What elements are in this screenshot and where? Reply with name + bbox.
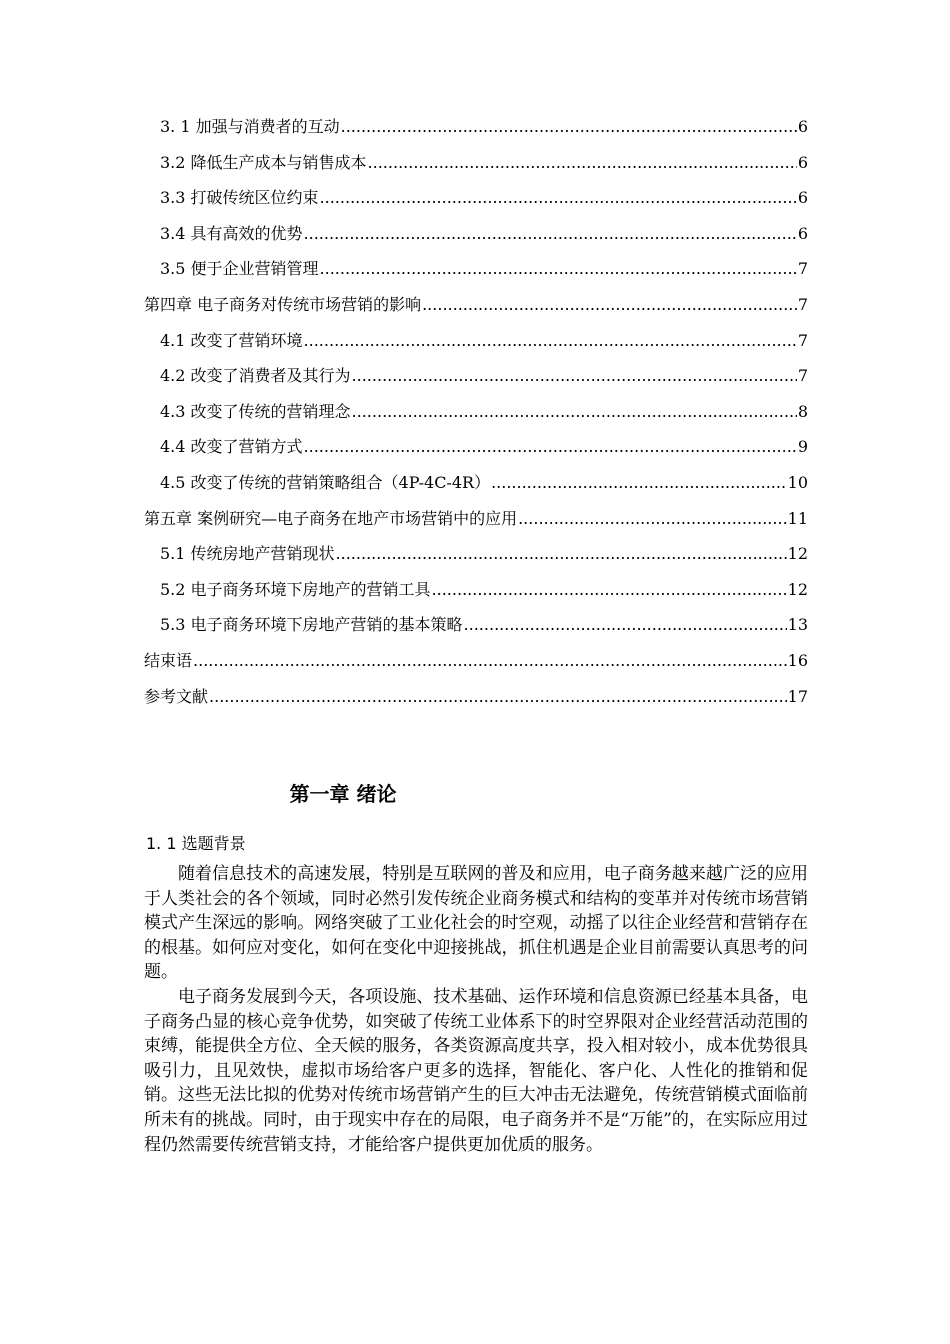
toc-dot-leader (320, 251, 797, 287)
toc-entry-label: 4.5 改变了传统的营销策略组合（4P-4C-4R） (160, 472, 491, 492)
toc-page-number: 7 (797, 366, 808, 386)
toc-page-number: 7 (797, 259, 808, 279)
toc-page-number: 10 (787, 472, 808, 492)
table-of-contents (144, 109, 808, 714)
toc-entry-label: 3.4 具有高效的优势 (160, 223, 303, 243)
toc-dot-leader (193, 643, 787, 679)
toc-entry[interactable] (144, 358, 808, 394)
toc-page-number: 16 (787, 650, 808, 670)
toc-dot-leader (209, 679, 787, 715)
toc-entry-label: 结束语 (144, 650, 193, 670)
toc-entry[interactable] (144, 429, 808, 465)
toc-page-number: 13 (787, 615, 808, 635)
toc-entry[interactable] (144, 251, 808, 287)
toc-entry-label: 3.3 打破传统区位约束 (160, 188, 319, 208)
paragraph: 电子商务发展到今天，各项设施、技术基础、运作环境和信息资源已经基本具备，电子商务凸显的核心竞争优势，如突破了传统工业体系下的时空界限对企业经营活动范围的束缚，能提供全方位、全天候的服务，各类资源高度共享，投入相对较小，成本优势很具吸引力，且见效快，虚拟市场给客户更多的选择，智能化、客户化、人性化的推销和促销。这些无法比拟的优势对传统市场营销产生的巨大冲击无法避免，传统营销模式面临前所未有的挑战。同时，由于现实中存在的局限，电子商务并不是“万能”的，在实际应用过程仍然需要传统营销支持，才能给客户提供更加优质的服务。 (144, 986, 808, 1155)
toc-entry[interactable] (144, 323, 808, 359)
toc-entry-label: 3. 1 加强与消费者的互动 (160, 117, 340, 136)
toc-entry[interactable] (144, 109, 808, 145)
toc-dot-leader (422, 287, 797, 323)
toc-entry[interactable] (144, 679, 808, 715)
paragraph: 随着信息技术的高速发展，特别是互联网的普及和应用，电子商务越来越广泛的应用于人类社会的各个领域，同时必然引发传统企业商务模式和结构的变革并对传统市场营销模式产生深远的影响。网络突破了工业化社会的时空观，动摇了以往企业经营和营销存在的根基。如何应对变化，如何在变化中迎接挑战，抓住机遇是企业目前需要认真思考的问题。 (144, 864, 808, 983)
toc-entry[interactable] (144, 287, 808, 323)
toc-dot-leader (304, 216, 797, 252)
toc-entry[interactable] (144, 216, 808, 252)
toc-entry[interactable] (144, 145, 808, 181)
toc-entry[interactable] (144, 536, 808, 572)
toc-entry[interactable] (144, 643, 808, 679)
toc-entry-label: 5.2 电子商务环境下房地产的营销工具 (160, 579, 431, 599)
toc-entry[interactable] (144, 180, 808, 216)
toc-dot-leader (336, 536, 787, 572)
toc-entry-label: 参考文献 (144, 686, 209, 706)
toc-entry-label: 4.4 改变了营销方式 (160, 437, 303, 457)
toc-entry-label: 3.5 便于企业营销管理 (160, 259, 319, 279)
toc-entry[interactable] (144, 465, 808, 501)
toc-page-number: 6 (797, 152, 808, 172)
toc-page-number: 6 (797, 188, 808, 208)
toc-page-number: 6 (797, 223, 808, 243)
toc-entry-label: 4.1 改变了营销环境 (160, 330, 303, 350)
toc-page-number: 12 (787, 544, 808, 564)
toc-page-number: 12 (787, 579, 808, 599)
toc-entry[interactable] (144, 607, 808, 643)
toc-page-number: 11 (787, 508, 808, 528)
toc-entry-label: 4.3 改变了传统的营销理念 (160, 401, 351, 421)
toc-entry-label: 5.3 电子商务环境下房地产营销的基本策略 (160, 615, 463, 635)
section-title: 1. 1 选题背景 (146, 834, 246, 853)
toc-entry-label: 第四章 电子商务对传统市场营销的影响 (144, 294, 422, 314)
toc-entry-label: 4.2 改变了消费者及其行为 (160, 366, 351, 386)
toc-entry-label: 5.1 传统房地产营销现状 (160, 544, 335, 564)
toc-dot-leader (352, 358, 797, 394)
toc-entry[interactable] (144, 572, 808, 608)
toc-page-number: 8 (797, 401, 808, 421)
toc-entry-label: 3.2 降低生产成本与销售成本 (160, 152, 367, 172)
toc-page-number: 17 (787, 686, 808, 706)
chapter-title: 第一章 绪论 (289, 782, 397, 806)
toc-page-number: 6 (797, 117, 808, 136)
toc-dot-leader (518, 501, 787, 537)
toc-entry-label: 第五章 案例研究—电子商务在地产市场营销中的应用 (144, 508, 518, 528)
toc-dot-leader (341, 109, 797, 145)
toc-page-number: 7 (797, 294, 808, 314)
toc-page-number: 9 (797, 437, 808, 457)
chapter-body (144, 862, 808, 1157)
toc-dot-leader (464, 607, 787, 643)
toc-dot-leader (432, 572, 787, 608)
toc-dot-leader (491, 465, 787, 501)
toc-dot-leader (304, 323, 797, 359)
toc-dot-leader (368, 145, 797, 181)
toc-entry[interactable] (144, 501, 808, 537)
toc-dot-leader (352, 394, 797, 430)
toc-dot-leader (320, 180, 797, 216)
toc-page-number: 7 (797, 330, 808, 350)
toc-entry[interactable] (144, 394, 808, 430)
toc-dot-leader (304, 429, 797, 465)
